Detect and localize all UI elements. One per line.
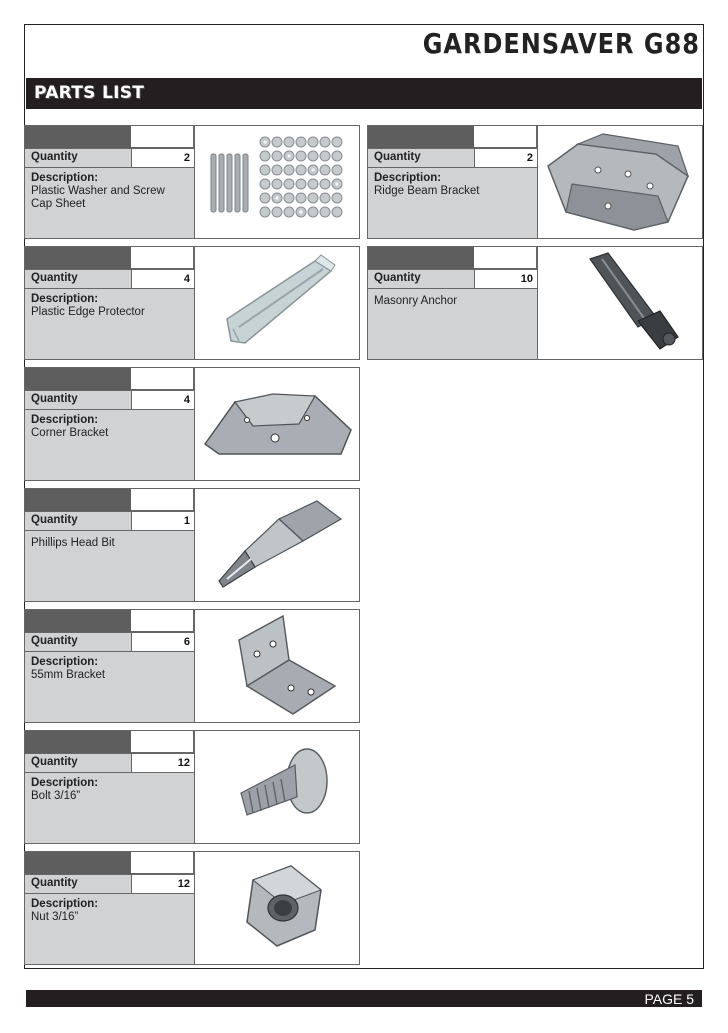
description-box <box>25 410 194 480</box>
description-text: Nut 3/16” <box>31 911 79 923</box>
description-box <box>368 289 537 359</box>
description-text: 55mm Bracket <box>31 669 106 681</box>
part-card-washer-sheet <box>24 125 360 239</box>
footer-bar <box>26 990 702 1007</box>
quantity-row <box>25 511 194 531</box>
description-label: Description: <box>31 777 99 789</box>
card-header-blank <box>474 126 537 148</box>
quantity-row <box>368 148 537 168</box>
description-text: Phillips Head Bit <box>31 537 115 549</box>
card-header <box>25 368 131 390</box>
bolt-icon <box>194 731 359 843</box>
card-header <box>25 852 131 874</box>
description-text: Plastic Washer and Screw Cap Sheet <box>31 185 165 210</box>
card-header <box>25 126 131 148</box>
quantity-value: 12 <box>131 754 194 772</box>
quantity-row <box>25 269 194 289</box>
quantity-value: 1 <box>131 512 194 530</box>
card-header <box>25 247 131 269</box>
page-number: PAGE 5 <box>644 991 694 1007</box>
description-label: Description: <box>31 172 99 184</box>
quantity-label: Quantity <box>31 393 78 405</box>
description-box <box>25 168 194 238</box>
description-text: Masonry Anchor <box>374 295 458 307</box>
part-card-nut <box>24 851 360 965</box>
quantity-value: 2 <box>131 149 194 167</box>
quantity-row <box>25 874 194 894</box>
description-box <box>25 652 194 722</box>
quantity-row <box>25 632 194 652</box>
card-header-blank <box>131 852 194 874</box>
part-card-corner-bracket <box>24 367 360 481</box>
part-card-edge-protector <box>24 246 360 360</box>
angle-bracket-icon <box>194 610 359 722</box>
card-header-blank <box>131 247 194 269</box>
description-label: Description: <box>31 293 99 305</box>
description-label: Description: <box>374 172 442 184</box>
quantity-label: Quantity <box>31 151 78 163</box>
description-text: Corner Bracket <box>31 427 109 439</box>
nut-icon <box>194 852 359 964</box>
card-header <box>368 126 474 148</box>
quantity-label: Quantity <box>31 756 78 768</box>
description-label: Description: <box>31 414 99 426</box>
quantity-value: 4 <box>131 270 194 288</box>
quantity-label: Quantity <box>31 877 78 889</box>
description-box <box>25 894 194 964</box>
corner-bracket-icon <box>194 368 359 480</box>
quantity-label: Quantity <box>374 151 421 163</box>
quantity-value: 12 <box>131 875 194 893</box>
section-title-bar <box>26 78 702 109</box>
ridge-bracket-icon <box>537 126 702 238</box>
card-header-blank <box>131 489 194 511</box>
edge-protector-icon <box>194 247 359 359</box>
washer-sheet-icon <box>194 126 359 238</box>
quantity-value: 2 <box>474 149 537 167</box>
quantity-row <box>25 753 194 773</box>
part-card-masonry-anchor <box>367 246 703 360</box>
quantity-value: 10 <box>474 270 537 288</box>
quantity-row <box>368 269 537 289</box>
section-title: PARTS LIST <box>34 83 145 103</box>
quantity-value: 6 <box>131 633 194 651</box>
card-header <box>25 731 131 753</box>
quantity-row <box>25 390 194 410</box>
description-box <box>25 773 194 843</box>
quantity-label: Quantity <box>374 272 421 284</box>
description-text: Plastic Edge Protector <box>31 306 145 318</box>
quantity-label: Quantity <box>31 635 78 647</box>
card-header-blank <box>131 126 194 148</box>
description-label: Description: <box>31 898 99 910</box>
card-header <box>25 489 131 511</box>
card-header <box>368 247 474 269</box>
part-card-ridge-bracket <box>367 125 703 239</box>
quantity-row <box>25 148 194 168</box>
card-header <box>25 610 131 632</box>
description-label: Description: <box>31 656 99 668</box>
quantity-value: 4 <box>131 391 194 409</box>
card-header-blank <box>131 731 194 753</box>
brand-logo: GARDENSAVER G88 <box>422 27 700 61</box>
card-header-blank <box>131 368 194 390</box>
card-header-blank <box>131 610 194 632</box>
quantity-label: Quantity <box>31 514 78 526</box>
description-box <box>25 531 194 601</box>
part-card-55mm-bracket <box>24 609 360 723</box>
part-card-bolt <box>24 730 360 844</box>
description-text: Ridge Beam Bracket <box>374 185 480 197</box>
masonry-anchor-icon <box>537 247 702 359</box>
card-header-blank <box>474 247 537 269</box>
quantity-label: Quantity <box>31 272 78 284</box>
description-box <box>25 289 194 359</box>
description-text: Bolt 3/16” <box>31 790 81 802</box>
part-card-phillips-bit <box>24 488 360 602</box>
description-box <box>368 168 537 238</box>
phillips-bit-icon <box>194 489 359 601</box>
